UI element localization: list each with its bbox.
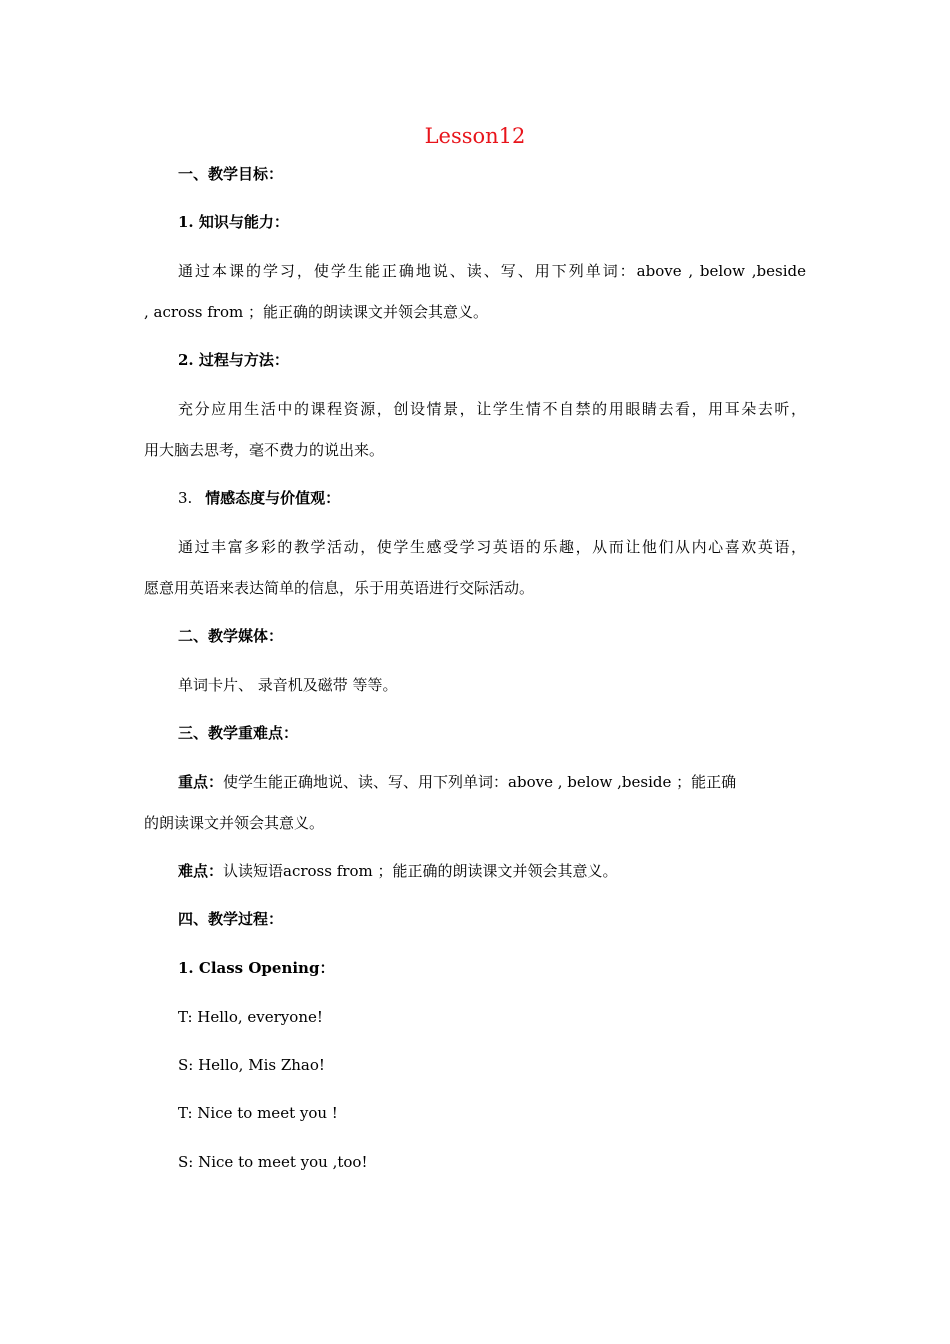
paragraph-knowledge-line-2: , across from ；能正确的朗读课文并领会其意义。: [144, 303, 488, 321]
section-heading-objectives: 一、教学目标：: [178, 165, 284, 183]
dialog-line: S: Nice to meet you ,too!: [178, 1153, 368, 1171]
key-point-label: 重点：: [178, 773, 224, 791]
paragraph-knowledge-line-1: 通过本课的学习，使学生能正确地说、读、写、用下列单词：above , below ,beside: [178, 262, 806, 280]
section-heading-media: 二、教学媒体：: [178, 627, 284, 645]
paragraph-process-line-2: 用大脑去思考，毫不费力的说出来。: [144, 441, 385, 459]
difficulty-label: 难点：: [178, 862, 224, 880]
subheading-class-opening: 1. Class Opening：: [178, 959, 335, 977]
subheading-emotion-values: [178, 488, 808, 508]
dialog-line: T: Hello, everyone!: [178, 1008, 323, 1026]
dialog-line: S: Hello, Mis Zhao!: [178, 1056, 325, 1074]
paragraph-emotion-line-1: 通过丰富多彩的教学活动，使学生感受学习英语的乐趣，从而让他们从内心喜欢英语，: [178, 538, 806, 556]
section-heading-key-points: 三、教学重难点：: [178, 724, 299, 742]
dialog-line: T: Nice to meet you !: [178, 1104, 338, 1122]
paragraph-process-line-1: 充分应用生活中的课程资源，创设情景，让学生情不自禁的用眼睛去看，用耳朵去听，: [178, 400, 806, 418]
paragraph-key-point-line-2: 的朗读课文并领会其意义。: [144, 814, 325, 832]
section-heading-procedure: 四、教学过程：: [178, 910, 284, 928]
subheading-knowledge-ability: 1. 知识与能力：: [178, 213, 289, 231]
subheading-emotion-number: 3.: [178, 489, 193, 507]
paragraph-media: 单词卡片、 录音机及磁带 等等。: [178, 676, 398, 694]
subheading-process-method: 2. 过程与方法：: [178, 351, 289, 369]
document-title: Lesson12: [424, 124, 526, 148]
difficulty-text: 认读短语across from ；能正确的朗读课文并领会其意义。: [223, 862, 618, 880]
paragraph-key-point-line-1: [178, 772, 806, 792]
key-point-text: 使学生能正确地说、读、写、用下列单词：above , below ,beside ；能正确: [223, 773, 737, 791]
subheading-emotion-label: 情感态度与价值观：: [205, 489, 341, 507]
paragraph-emotion-line-2: 愿意用英语来表达简单的信息，乐于用英语进行交际活动。: [144, 579, 535, 597]
paragraph-difficulty: [178, 861, 808, 881]
